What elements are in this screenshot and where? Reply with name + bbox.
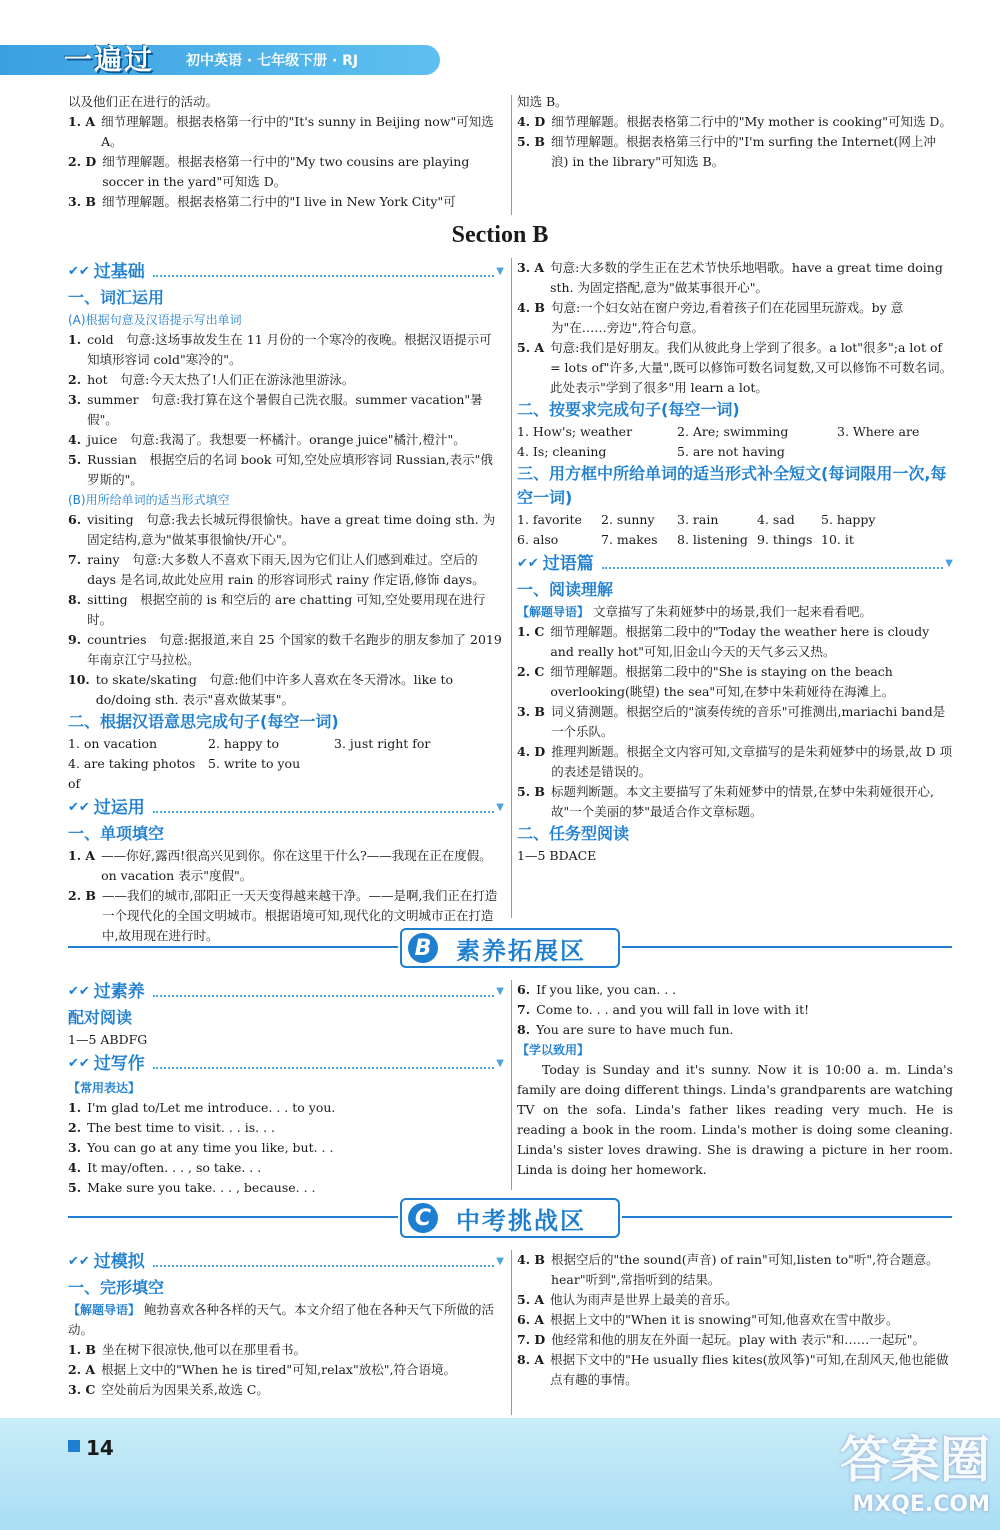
expressions-list (68, 1098, 504, 1198)
item-number: 8. (517, 1022, 531, 1037)
answer-item (517, 92, 953, 112)
check-icon: ✔✔ (68, 800, 90, 815)
watermark-logo: 答案圈 (840, 1431, 990, 1489)
expression-item (68, 1098, 504, 1118)
expressions-tag: 【常用表达】 (68, 1081, 141, 1095)
ribbon-line (153, 987, 495, 997)
item-text: The best time to visit. . . is. . . (87, 1120, 276, 1135)
vocab-item (68, 670, 504, 710)
ribbon-line (153, 803, 495, 813)
column-divider (511, 1250, 512, 1415)
item-number: 2. B (68, 888, 96, 903)
cloze-item (68, 1360, 504, 1380)
cloze-answers-cont (517, 1250, 953, 1390)
item-text: 以及他们正在进行的活动。 (68, 94, 219, 109)
answer-item (68, 92, 504, 112)
item-number: 7. D (517, 1332, 546, 1347)
item-text: ——你好,露西!很高兴见到你。你在这里干什么?——我现在正在度假。on vacation 表示"度假"。 (101, 848, 492, 883)
answer-item (68, 192, 504, 212)
sectionB-left-column (68, 258, 504, 946)
cloze-item (517, 1350, 953, 1390)
ribbon-line (602, 559, 944, 569)
item-text: 细节理解题。根据表格第三行中的"I'm surfing the Internet(网上冲浪) in the library"可知选 B。 (550, 134, 936, 169)
answer-item (68, 112, 504, 152)
single-choice-item (68, 846, 504, 886)
item-text: hot 句意:今天太热了!人们正在游泳池里游泳。 (87, 372, 355, 387)
answer-cell: 4. are taking photos of (68, 756, 196, 791)
expressions-list-cont (517, 980, 953, 1040)
item-text: 知选 B。 (517, 94, 568, 109)
column-divider (511, 95, 512, 215)
item-text: 推理判断题。根据全文内容可知,文章描写的是朱莉娅梦中的场景,故 D 项的表述是错误的。 (551, 744, 953, 779)
box-word-answers (517, 510, 953, 550)
item-number: 4. B (517, 300, 545, 315)
item-number: 2. (68, 372, 82, 387)
answer-item (68, 152, 504, 192)
item-number: 4. (68, 1160, 82, 1175)
item-number: 6. (517, 982, 531, 997)
item-number: 2. C (517, 664, 545, 679)
zone-line (622, 946, 952, 948)
item-text: summer 句意:我打算在这个暑假自己洗衣服。summer vacation"暑假"。 (87, 392, 483, 427)
vocab-item (68, 630, 504, 670)
answer-cell: 2. happy to (208, 736, 279, 751)
answer-cell: 2. Are; swimming (677, 424, 789, 439)
ribbon-title: 过语篇 (542, 554, 594, 574)
single-choice-item (517, 298, 953, 338)
arrow-down-icon: ▼ (496, 802, 504, 813)
sectionB-right-column (517, 258, 953, 866)
item-number: 5. (68, 1180, 82, 1195)
check-icon: ✔✔ (68, 984, 90, 999)
page-header (0, 0, 1000, 90)
item-number: 5. B (517, 784, 545, 799)
item-text: ——我们的城市,邵阳正一天天变得越来越干净。——是啊,我们正在打造一个现代化的全国文明城市。根据语境可知,现代化的文明城市正在打造中,故用现在进行时。 (101, 888, 498, 943)
vocab-item (68, 430, 504, 450)
vocab-item (68, 390, 504, 430)
zone-c-title: 中考挑战区 (456, 1206, 586, 1235)
guide-tag: 【解题导语】 (517, 605, 590, 619)
sentence-answers (68, 734, 504, 794)
check-icon: ✔✔ (68, 1056, 90, 1071)
cloze-item (68, 1340, 504, 1360)
item-number: 2. (68, 1120, 82, 1135)
page-number: 14 (86, 1436, 114, 1460)
cloze-item (517, 1330, 953, 1350)
match-answer: 1—5 ABDFG (68, 1032, 148, 1047)
zoneB-right-column (517, 980, 953, 1180)
vocab-a-list (68, 330, 504, 490)
item-text: 他认为雨声是世界上最美的音乐。 (550, 1292, 738, 1307)
subheading-b: (B)用所给单词的适当形式填空 (68, 493, 230, 507)
guide-text: 文章描写了朱莉娅梦中的场景,我们一起来看看吧。 (593, 604, 872, 619)
item-number: 10. (68, 672, 90, 687)
item-number: 6. A (517, 1312, 545, 1327)
item-text: sitting 根据空前的 is 和空后的 are chatting 可知,空处要用现在进行时。 (87, 592, 486, 627)
cloze-answers (68, 1340, 504, 1400)
item-text: 细节理解题。根据第二段中的"She is staying on the beach overlooking(眺望) the sea"可知,在梦中朱莉娅待在海滩上。 (550, 664, 895, 699)
guide-tag: 【解题导语】 (68, 1303, 141, 1317)
item-text: cold 句意:这场事故发生在 11 月份的一个寒冷的夜晚。根据汉语提示可知填形容词 cold"寒冷的"。 (87, 332, 492, 367)
sample-essay: Today is Sunday and it's sunny. Now it is 10:00 a. m. Linda's family are doing different things. Linda's grandparents are watching TV on the sofa. Linda's father likes reading very much. He is reading a book in the room. Linda's mother is doing some cleaning. Linda's sister loves drawing. She is drawing a picture in her room. Linda is doing her homework. (517, 1062, 953, 1177)
item-text: visiting 句意:我去长城玩得很愉快。have a great time doing sth. 为固定结构,意为"做某事很愉快/开心"。 (87, 512, 496, 547)
item-number: 2. A (68, 1362, 96, 1377)
item-text: Make sure you take. . . , because. . . (87, 1180, 316, 1195)
answer-row (517, 442, 953, 462)
item-number: 3. A (517, 260, 545, 275)
item-number: 5. A (517, 340, 545, 355)
ribbon-title: 过写作 (93, 1054, 145, 1074)
ribbon-text (517, 552, 953, 576)
check-icon: ✔✔ (68, 1254, 90, 1269)
item-text: 他经常和他的朋友在外面一起玩。play with 表示"和……一起玩"。 (551, 1332, 925, 1347)
item-number: 3. (68, 1140, 82, 1155)
item-text: 句意:我们是好朋友。我们从彼此身上学到了很多。a lot"很多";a lot of = lots of"许多,大量",既可以修饰可数名词复数,又可以修饰不可数名词。此处表示"学到了很多"用 learn a lot。 (550, 340, 953, 395)
item-number: 4. (68, 432, 82, 447)
item-text: I'm glad to/Let me introduce. . . to you. (87, 1100, 336, 1115)
item-number: 1. (68, 332, 82, 347)
top-right-column (517, 92, 953, 172)
zone-c-banner (0, 1196, 1000, 1242)
page-marker-icon (68, 1440, 80, 1452)
answer-cell: 1. favorite (517, 512, 582, 527)
reading-answers (517, 622, 953, 822)
check-icon: ✔✔ (68, 264, 90, 279)
heading-sentences: 二、根据汉语意思完成句子(每空一词) (68, 712, 339, 731)
item-number: 7. (68, 552, 82, 567)
single-choice-item (517, 338, 953, 398)
arrow-down-icon: ▼ (496, 986, 504, 997)
heading-cloze: 一、完形填空 (68, 1278, 165, 1297)
item-text: 标题判断题。本文主要描写了朱莉娅梦中的情景,在梦中朱莉娅很开心,故"一个美丽的梦"最适合作文章标题。 (550, 784, 934, 819)
ribbon-basic (68, 260, 504, 284)
guide-paragraph (517, 602, 953, 622)
expression-item (68, 1118, 504, 1138)
ribbon-mock (68, 1250, 504, 1274)
item-number: 3. B (68, 194, 96, 209)
watermark-url: MXQE.COM (852, 1492, 990, 1517)
reading-item (517, 742, 953, 782)
item-text: You are sure to have much fun. (536, 1022, 734, 1037)
item-number: 2. D (68, 154, 97, 169)
answer-cell: 5. happy (821, 512, 876, 527)
ribbon-use (68, 796, 504, 820)
heading-box-words: 三、用方框中所给单词的适当形式补全短文(每词限用一次,每空一词) (517, 464, 947, 507)
item-number: 5. (68, 452, 82, 467)
answer-cell: 3. rain (677, 512, 719, 527)
zone-c-letter: C (408, 1203, 438, 1233)
zoneB-left-column (68, 978, 504, 1198)
zoneC-right-column (517, 1250, 953, 1390)
reading-item (517, 622, 953, 662)
item-text: 细节理解题。根据表格第二行中的"I live in New York City"可 (101, 194, 456, 209)
zone-line (622, 1216, 952, 1218)
vocab-item (68, 450, 504, 490)
reading-item (517, 782, 953, 822)
item-number: 1. B (68, 1342, 96, 1357)
column-divider (511, 980, 512, 1190)
arrow-down-icon: ▼ (496, 1256, 504, 1267)
item-text: Come to. . . and you will fall in love with it! (536, 1002, 810, 1017)
answer-cell: 8. listening (677, 532, 748, 547)
item-number: 8. (68, 592, 82, 607)
item-text: 句意:大多数的学生正在艺术节快乐地唱歌。have a great time doing sth. 为固定搭配,意为"做某事很开心"。 (550, 260, 943, 295)
answer-cell: 4. Is; cleaning (517, 444, 607, 459)
answer-item (517, 132, 953, 172)
item-text: 根据空后的"the sound(声音) of rain"可知,listen to"听",符合题意。hear"听到",常指听到的结果。 (550, 1252, 939, 1287)
item-number: 6. (68, 512, 82, 527)
item-number: 1. C (517, 624, 545, 639)
ribbon-title: 过模拟 (93, 1252, 145, 1272)
apply-tag: 【学以致用】 (517, 1043, 590, 1057)
answer-cell: 1. on vacation (68, 736, 158, 751)
item-text: rainy 句意:大多数人不喜欢下雨天,因为它们让人们感到难过。空后的 days 是名词,故此处应用 rain 的形容词形式 rainy 作定语,修饰 days。 (87, 552, 485, 587)
ribbon-literacy (68, 980, 504, 1004)
item-number: 1. (68, 1100, 82, 1115)
section-title: Section B (451, 222, 549, 248)
subheading-a: (A)根据句意及汉语提示写出单词 (68, 313, 242, 327)
item-text: 细节理解题。根据表格第一行中的"My two cousins are playing soccer in the yard"可知选 D。 (102, 154, 470, 189)
reading-item (517, 702, 953, 742)
ribbon-title: 过基础 (93, 262, 145, 282)
watermark (840, 1420, 990, 1517)
heading-task-reading: 二、任务型阅读 (517, 824, 630, 843)
cloze-item (517, 1250, 953, 1290)
book-title: 初中英语 · 七年级下册 · RJ (186, 53, 359, 69)
answer-cell: 5. write to you (208, 756, 301, 771)
answer-cell: 6. also (517, 532, 559, 547)
zone-b-title: 素养拓展区 (456, 936, 586, 965)
item-text: juice 句意:我渴了。我想要一杯橘汁。orange juice"橘汁,橙汁"。 (87, 432, 466, 447)
answer-row (68, 734, 504, 754)
ribbon-writing (68, 1052, 504, 1076)
requirement-answers (517, 422, 953, 462)
item-number: 5. B (517, 134, 545, 149)
ribbon-title: 过素养 (93, 982, 145, 1002)
item-text: You can go at any time you like, but. . . (87, 1140, 334, 1155)
heading-reading: 一、阅读理解 (517, 580, 614, 599)
expression-item (68, 1158, 504, 1178)
arrow-down-icon: ▼ (945, 558, 953, 569)
answer-cell: 1. How's; weather (517, 424, 633, 439)
item-text: 句意:一个妇女站在窗户旁边,看着孩子们在花园里玩游戏。by 意为"在……旁边",符合句意。 (550, 300, 904, 335)
item-text: Russian 根据空后的名词 book 可知,空处应填形容词 Russian,表示"俄罗斯的"。 (87, 452, 493, 487)
cloze-item (517, 1310, 953, 1330)
item-text: 空处前后为因果关系,故选 C。 (101, 1382, 269, 1397)
answer-row (517, 422, 953, 442)
answer-cell: 3. just right for (334, 736, 431, 751)
item-number: 4. B (517, 1252, 545, 1267)
check-icon: ✔✔ (517, 556, 539, 571)
item-text: 坐在树下很凉快,他可以在那里看书。 (101, 1342, 306, 1357)
zone-line (68, 946, 398, 948)
answer-row (517, 510, 953, 530)
answer-cell: 2. sunny (601, 512, 655, 527)
item-text: 细节理解题。根据表格第一行中的"It's sunny in Beijing now"可知选 A。 (101, 114, 494, 149)
item-number: 5. A (517, 1292, 545, 1307)
single-choice-item (517, 258, 953, 298)
guide-text: 鲍勃喜欢各种各样的天气。本文介绍了他在各种天气下所做的活动。 (68, 1302, 495, 1337)
zone-line (68, 1216, 398, 1218)
answer-row (68, 754, 504, 794)
answer-row (517, 530, 953, 550)
arrow-down-icon: ▼ (496, 1058, 504, 1069)
heading-single-choice: 一、单项填空 (68, 824, 165, 843)
cloze-item (68, 1380, 504, 1400)
cloze-item (517, 1290, 953, 1310)
ribbon-line (153, 267, 495, 277)
item-number: 4. D (517, 114, 546, 129)
series-logo: 一遍过 (64, 43, 155, 76)
item-number: 3. (68, 392, 82, 407)
expression-item (68, 1138, 504, 1158)
answer-cell: 4. sad (757, 512, 795, 527)
single-choice-cont-list (517, 258, 953, 398)
item-number: 1. A (68, 114, 96, 129)
zone-c-box (400, 1198, 620, 1238)
item-text: If you like, you can. . . (536, 982, 677, 997)
heading-vocab: 一、词汇运用 (68, 288, 165, 307)
expression-item (517, 1000, 953, 1020)
answer-cell: 10. it (821, 532, 854, 547)
vocab-item (68, 370, 504, 390)
reading-item (517, 662, 953, 702)
expression-item (517, 980, 953, 1000)
answer-cell: 9. things (757, 532, 813, 547)
answer-cell: 5. are not having (677, 444, 785, 459)
zone-b-banner (0, 926, 1000, 972)
item-number: 3. C (68, 1382, 96, 1397)
vocab-item (68, 550, 504, 590)
expression-item (68, 1178, 504, 1198)
item-text: It may/often. . . , so take. . . (87, 1160, 262, 1175)
item-text: 细节理解题。根据表格第二行中的"My mother is cooking"可知选 D。 (551, 114, 952, 129)
expression-item (517, 1020, 953, 1040)
ribbon-line (153, 1257, 495, 1267)
ribbon-line (153, 1059, 495, 1069)
vocab-item (68, 590, 504, 630)
item-number: 4. D (517, 744, 546, 759)
zoneC-left-column (68, 1248, 504, 1400)
item-number: 8. A (517, 1352, 545, 1367)
item-text: 词义猜测题。根据空后的"演奏传统的音乐"可推测出,mariachi band是一个乐队。 (550, 704, 946, 739)
answer-cell: 7. makes (601, 532, 658, 547)
top-left-column (68, 92, 504, 212)
arrow-down-icon: ▼ (496, 266, 504, 277)
heading-requirements: 二、按要求完成句子(每空一词) (517, 400, 740, 419)
answer-item (517, 112, 953, 132)
item-number: 3. B (517, 704, 545, 719)
column-divider (511, 258, 512, 918)
item-text: 根据上文中的"When it is snowing"可知,他喜欢在雪中散步。 (550, 1312, 899, 1327)
zone-b-letter: B (408, 933, 438, 963)
zone-b-box (400, 928, 620, 968)
item-text: to skate/skating 句意:他们中许多人喜欢在冬天滑冰。like to do/doing sth. 表示"喜欢做某事"。 (95, 672, 454, 707)
item-number: 9. (68, 632, 82, 647)
vocab-item (68, 330, 504, 370)
task-answer: 1—5 BDACE (517, 848, 597, 863)
item-number: 1. A (68, 848, 96, 863)
cloze-guide (68, 1300, 504, 1340)
heading-matching: 配对阅读 (68, 1008, 133, 1027)
item-text: 根据下文中的"He usually flies kites(放风筝)"可知,在刮风天,他也能做点有趣的事情。 (550, 1352, 949, 1387)
ribbon-title: 过运用 (93, 798, 145, 818)
answer-cell: 3. Where are (837, 424, 920, 439)
vocab-item (68, 510, 504, 550)
item-text: 根据上文中的"When he is tired"可知,relax"放松",符合语境。 (101, 1362, 456, 1377)
item-number: 7. (517, 1002, 531, 1017)
item-text: 细节理解题。根据第二段中的"Today the weather here is cloudy and really hot"可知,旧金山今天的天气多云又热。 (550, 624, 930, 659)
vocab-b-list (68, 510, 504, 710)
item-text: countries 句意:据报道,来自 25 个国家的数千名跑步的朋友参加了 2019 年南京江宁马拉松。 (87, 632, 502, 667)
